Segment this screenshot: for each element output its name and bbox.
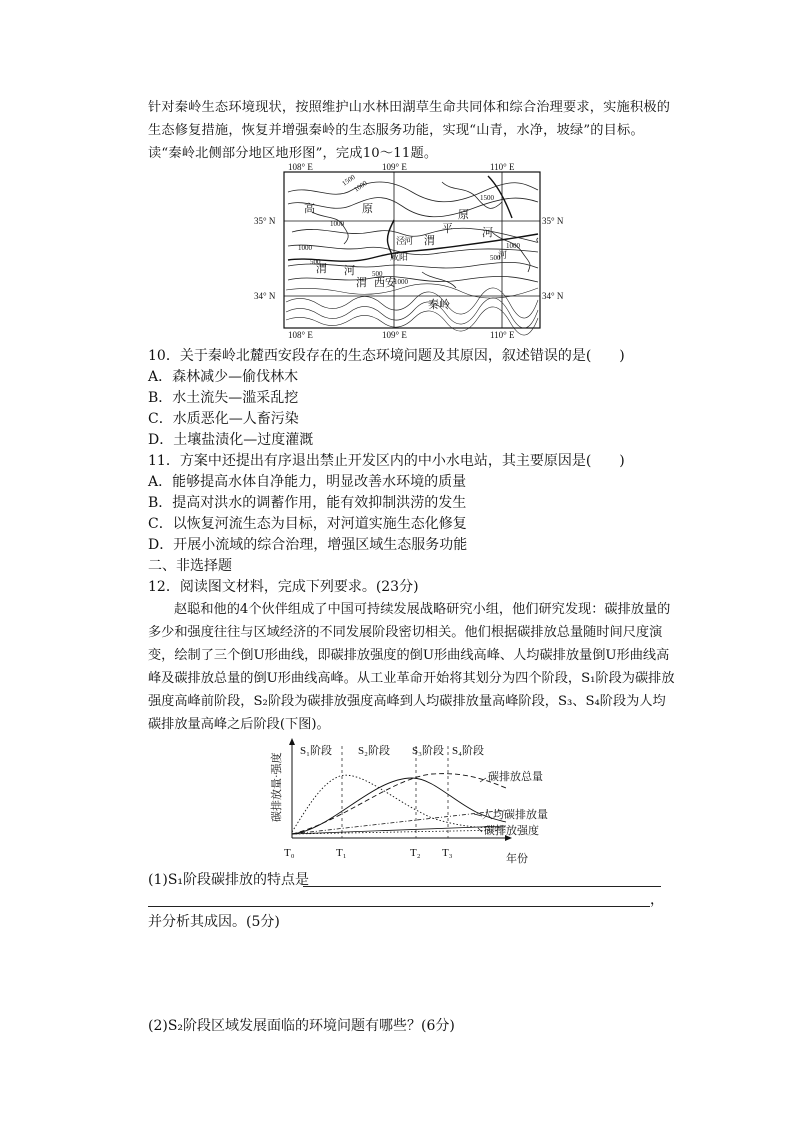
legend-percapita: 人均碳排放量: [482, 809, 548, 821]
map-label-qinling: 秦岭: [428, 299, 450, 311]
q11-option-d: D．开展小流域的综合治理，增强区域生态服务功能: [148, 537, 468, 553]
map-label-ping: 平: [442, 223, 453, 235]
map-label-he4: 河: [498, 250, 508, 260]
stage-s3: S₃阶段: [412, 745, 444, 757]
map-label-xianyang: 咸阳: [390, 252, 409, 262]
q10-option-b: B．水土流失—滥采乱挖: [148, 390, 299, 406]
lon-top-108: 108° E: [288, 162, 313, 172]
map-label-yuan: 原: [362, 203, 373, 215]
legend-intensity: 碳排放强度: [484, 825, 539, 837]
map-label-jing: 泾: [396, 236, 406, 246]
section-heading: 二、非选择题: [148, 558, 232, 574]
lat-right-35: 35° N: [542, 216, 564, 226]
contour-label: 1000: [506, 242, 520, 250]
q10-option-d: D．土壤盐渍化—过度灌溉: [148, 432, 314, 448]
map-label-wei: 渭: [424, 235, 435, 247]
series-intensity-curve: [292, 775, 502, 832]
map-label-he3: 河: [344, 265, 355, 277]
q10-stem: 10．关于秦岭北麓西安段存在的生态环境问题及其原因，叙述错误的是( ): [148, 348, 625, 364]
contour-label: 500: [490, 254, 501, 262]
q12-material: 赵聪和他的4个伙伴组成了中国可持续发展战略研究小组，他们研究发现：碳排放量的多少和强度往往与区域经济的不同发展阶段密切相关。他们根据碳排放总量随时间尺度演变，绘制了三个倒U形曲线，即碳排放强度的倒U形曲线高峰、人均碳排放量倒U形曲线高峰及碳排放总量的倒U形曲线高峰。从工业革命开始将其划分为四个阶段，S₁阶段为碳排放强度高峰前阶段，S₂阶段为碳排放强度高峰到人均碳排放量高峰阶段，S₃、S₄阶段为人均碳排放量高峰之后阶段(下图)。: [148, 602, 675, 732]
answer-comma: ，: [650, 892, 664, 908]
map-label-he: 河: [482, 227, 493, 239]
answer-line-2[interactable]: [148, 906, 650, 907]
x-axis-label: 年份: [506, 853, 528, 865]
q11-option-b: B．提高对洪水的调蓄作用，能有效抑制洪涝的发生: [148, 495, 467, 511]
q12-1-suffix: 并分析其成因。(5分): [148, 914, 280, 930]
contour-label: 1500: [340, 173, 357, 188]
contour-label: 1500: [480, 194, 494, 202]
lon-top-110: 110° E: [490, 162, 515, 172]
lat-left-34: 34° N: [254, 291, 276, 301]
q10-option-c: C．水质恶化—人畜污染: [148, 411, 299, 427]
map-label-xian: 西安: [374, 277, 396, 289]
y-axis-label: 碳排放量·强度: [271, 752, 283, 822]
lon-top-109: 109° E: [382, 162, 407, 172]
lon-bottom-109: 109° E: [382, 330, 407, 340]
q11-option-a: A．能够提高水体自净能力，明显改善水环境的质量: [148, 474, 467, 490]
contour-label: 500: [372, 270, 383, 278]
carbon-emission-chart: [262, 738, 562, 866]
contour-label: 1000: [330, 220, 344, 228]
topographic-map: [252, 162, 572, 340]
q10-option-a: A．森林减少—偷伐林木: [148, 369, 299, 385]
answer-line-1[interactable]: [303, 886, 661, 887]
tick-t2: T₂: [410, 847, 421, 859]
tick-t0: T₀: [284, 847, 295, 859]
lat-right-34: 34° N: [542, 291, 564, 301]
intro-paragraph: 针对秦岭生态环境现状，按照维护山水林田湖草生命共同体和综合治理要求，实施积极的生态修复措施，恢复并增强秦岭的生态服务功能，实现“山青，水净，坡绿”的目标。读“秦岭北侧部分地区地形图”，完成10～11题。: [148, 100, 671, 161]
contour-label: 1000: [394, 278, 408, 286]
map-label-gao: 高: [304, 203, 315, 215]
lat-left-35: 35° N: [254, 216, 276, 226]
map-label-weihe: 渭: [316, 263, 327, 275]
stage-s1: S₁阶段: [300, 745, 332, 757]
series-percapita-curve: [292, 778, 506, 834]
map-label-yuan2: 原: [458, 209, 469, 221]
q12-2-stem: (2)S₂阶段区域发展面临的环境问题有哪些？(6分): [148, 1018, 455, 1034]
map-label-he2: 河: [404, 236, 414, 246]
stage-s4: S₄阶段: [452, 745, 484, 757]
map-label-weihe2: 渭: [356, 277, 367, 289]
lon-bottom-110: 110° E: [490, 330, 515, 340]
contour-label: 500: [310, 258, 321, 266]
tick-t1: T₁: [336, 847, 347, 859]
series-total-curve: [292, 774, 506, 834]
lon-bottom-108: 108° E: [288, 330, 313, 340]
contour-label: 1000: [298, 244, 312, 252]
legend-total: 碳排放总量: [488, 771, 543, 783]
contour-label: 1000: [352, 179, 369, 194]
q12-stem: 12．阅读图文材料，完成下列要求。(23分): [148, 579, 419, 595]
q11-stem: 11．方案中还提出有序退出禁止开发区内的中小水电站，其主要原因是( ): [148, 453, 625, 469]
q12-1-prefix: (1)S₁阶段碳排放的特点是: [148, 872, 310, 888]
tick-t3: T₃: [442, 847, 453, 859]
stage-s2: S₂阶段: [358, 745, 390, 757]
q11-option-c: C．以恢复河流生态为目标，对河道实施生态化修复: [148, 516, 467, 532]
